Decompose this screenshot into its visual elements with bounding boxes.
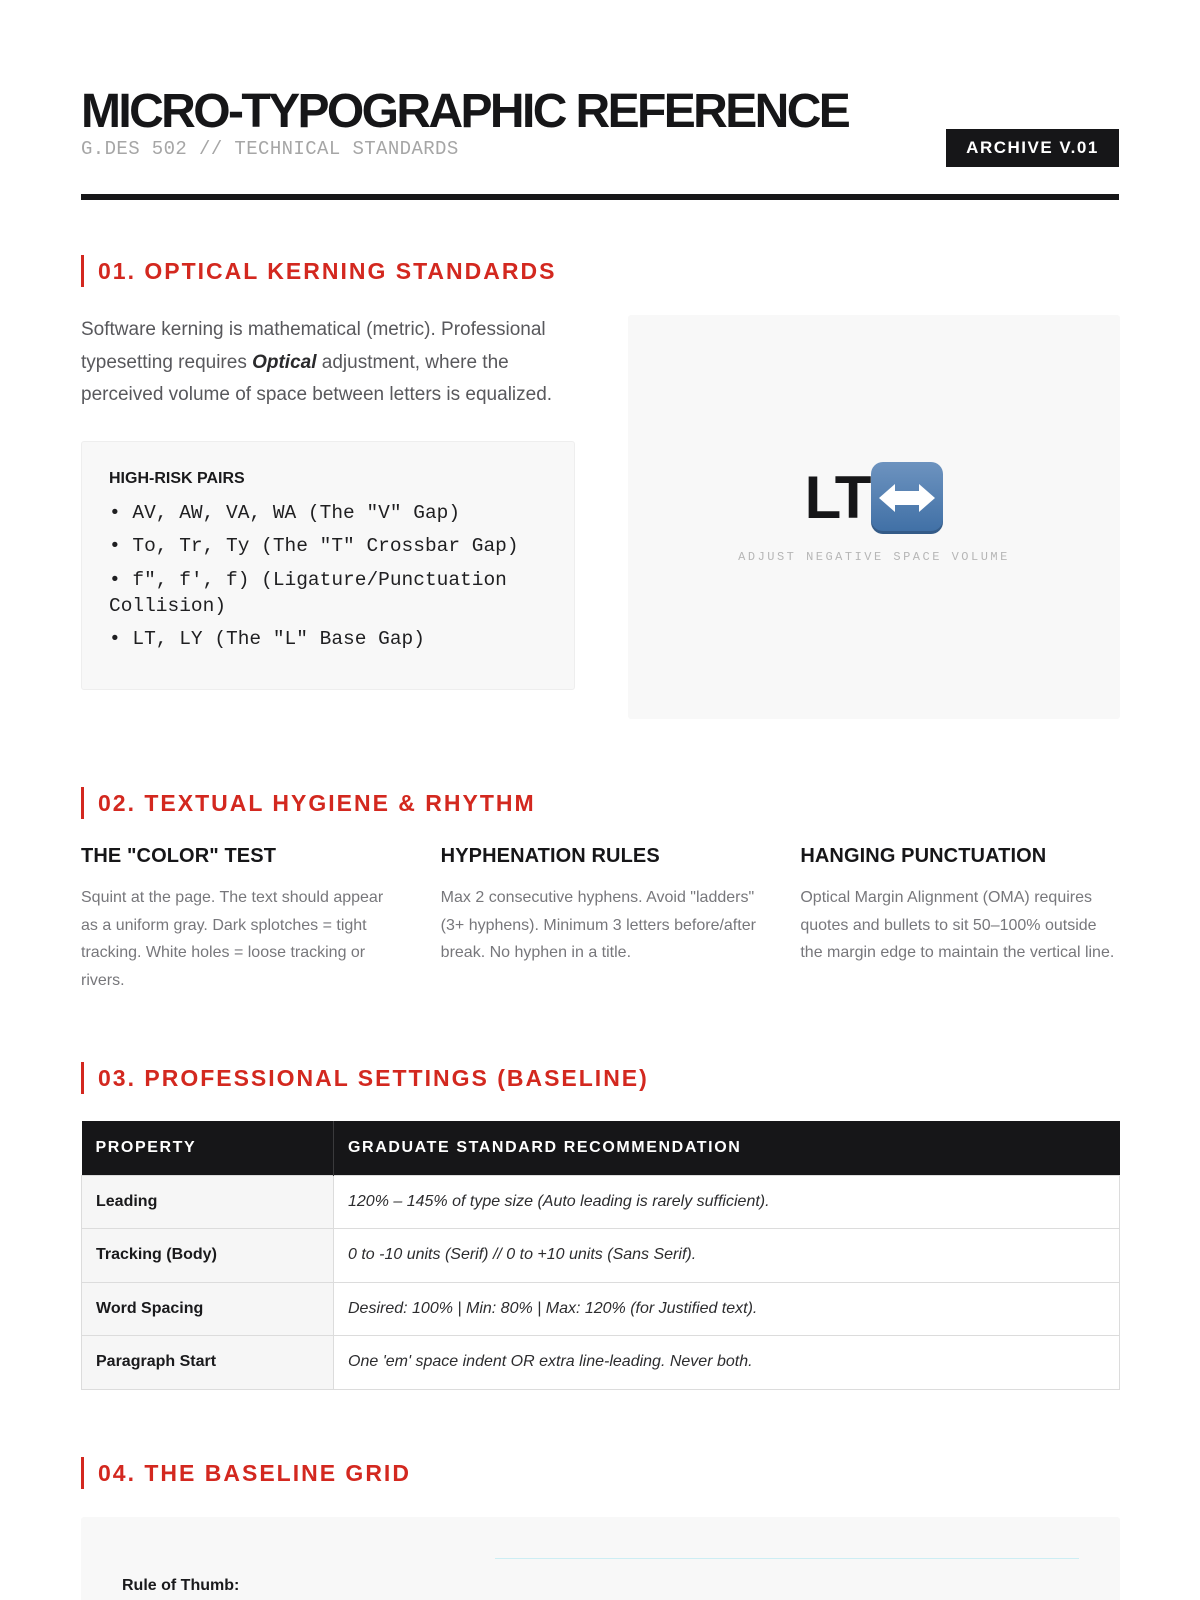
demo-caption: ADJUST NEGATIVE SPACE VOLUME xyxy=(738,550,1010,564)
column-heading: HANGING PUNCTUATION xyxy=(800,845,1047,867)
column-header-recommendation: GRADUATE STANDARD RECOMMENDATION xyxy=(334,1121,1120,1175)
pairs-heading: HIGH-RISK PAIRS xyxy=(109,469,245,487)
section-title-hygiene: 02. TEXTUAL HYGIENE & RHYTHM xyxy=(81,787,536,819)
intro-text-start: Software kerning is mathematical (metric). Professional typesetting requires xyxy=(81,319,546,373)
kerning-demo xyxy=(805,462,944,534)
property-cell: Leading xyxy=(82,1175,334,1229)
recommendation-cell: 0 to -10 units (Serif) // 0 to +10 units (Sans Serif). xyxy=(334,1229,1120,1283)
section-title-settings: 03. PROFESSIONAL SETTINGS (BASELINE) xyxy=(81,1062,649,1094)
baseline-grid-panel xyxy=(81,1517,1120,1600)
list-item: • To, Tr, Ty (The "T" Crossbar Gap) xyxy=(109,535,519,557)
kerning-intro xyxy=(81,314,575,412)
demo-letters: LT xyxy=(804,464,870,531)
column-heading: THE "COLOR" TEST xyxy=(81,845,277,867)
settings-table xyxy=(81,1121,1120,1390)
list-item: • f", f', f) (Ligature/Punctuation Collision) xyxy=(109,568,507,617)
page-subtitle: G.DES 502 // TECHNICAL STANDARDS xyxy=(81,138,459,160)
color-test-column xyxy=(81,845,401,994)
page-title: MICRO-TYPOGRAPHIC REFERENCE xyxy=(81,85,849,138)
kerning-text-column xyxy=(81,314,575,690)
recommendation-cell: 120% – 145% of type size (Auto leading is rarely sufficient). xyxy=(334,1175,1120,1229)
column-body: Squint at the page. The text should appear as a uniform gray. Dark splotches = tight tracking. White holes = loose tracking or rivers. xyxy=(81,889,384,989)
archive-badge: ARCHIVE V.01 xyxy=(946,129,1119,167)
baseline-grid-line xyxy=(495,1558,1079,1559)
hanging-punctuation-column xyxy=(800,845,1120,994)
column-header-property: PROPERTY xyxy=(82,1121,334,1175)
table-header-row xyxy=(82,1121,1120,1175)
table-row xyxy=(82,1336,1120,1390)
rule-of-thumb-label: Rule of Thumb: xyxy=(122,1577,240,1594)
table-row xyxy=(82,1282,1120,1336)
recommendation-cell: One 'em' space indent OR extra line-leading. Never both. xyxy=(334,1336,1120,1390)
recommendation-cell: Desired: 100% | Min: 80% | Max: 120% (for Justified text). xyxy=(334,1282,1120,1336)
intro-emphasis: Optical xyxy=(252,351,317,373)
hygiene-columns xyxy=(81,845,1120,994)
high-risk-pairs-box xyxy=(81,441,575,690)
table-row xyxy=(82,1229,1120,1283)
property-cell: Paragraph Start xyxy=(82,1336,334,1390)
pairs-list xyxy=(109,500,547,653)
page-header xyxy=(81,0,1119,200)
list-item: • LT, LY (The "L" Base Gap) xyxy=(109,628,425,650)
left-right-arrow-icon xyxy=(871,462,943,534)
column-body: Max 2 consecutive hyphens. Avoid "ladders" (3+ hyphens). Minimum 3 letters before/after break. No hyphen in a title. xyxy=(440,889,756,961)
kerning-demo-panel xyxy=(628,315,1120,719)
property-cell: Word Spacing xyxy=(82,1282,334,1336)
section-title-baseline-grid: 04. THE BASELINE GRID xyxy=(81,1457,411,1489)
section-title-kerning: 01. OPTICAL KERNING STANDARDS xyxy=(81,255,556,287)
hyphenation-column xyxy=(441,845,761,994)
intro-text-end: adjustment, where the perceived volume of space between letters is equalized. xyxy=(81,351,553,405)
column-heading: HYPHENATION RULES xyxy=(440,845,660,867)
list-item: • AV, AW, VA, WA (The "V" Gap) xyxy=(109,501,461,524)
column-body: Optical Margin Alignment (OMA) requires quotes and bullets to sit 50–100% outside the margin edge to maintain the vertical line. xyxy=(800,889,1115,961)
table-row xyxy=(82,1175,1120,1229)
property-cell: Tracking (Body) xyxy=(82,1229,334,1283)
